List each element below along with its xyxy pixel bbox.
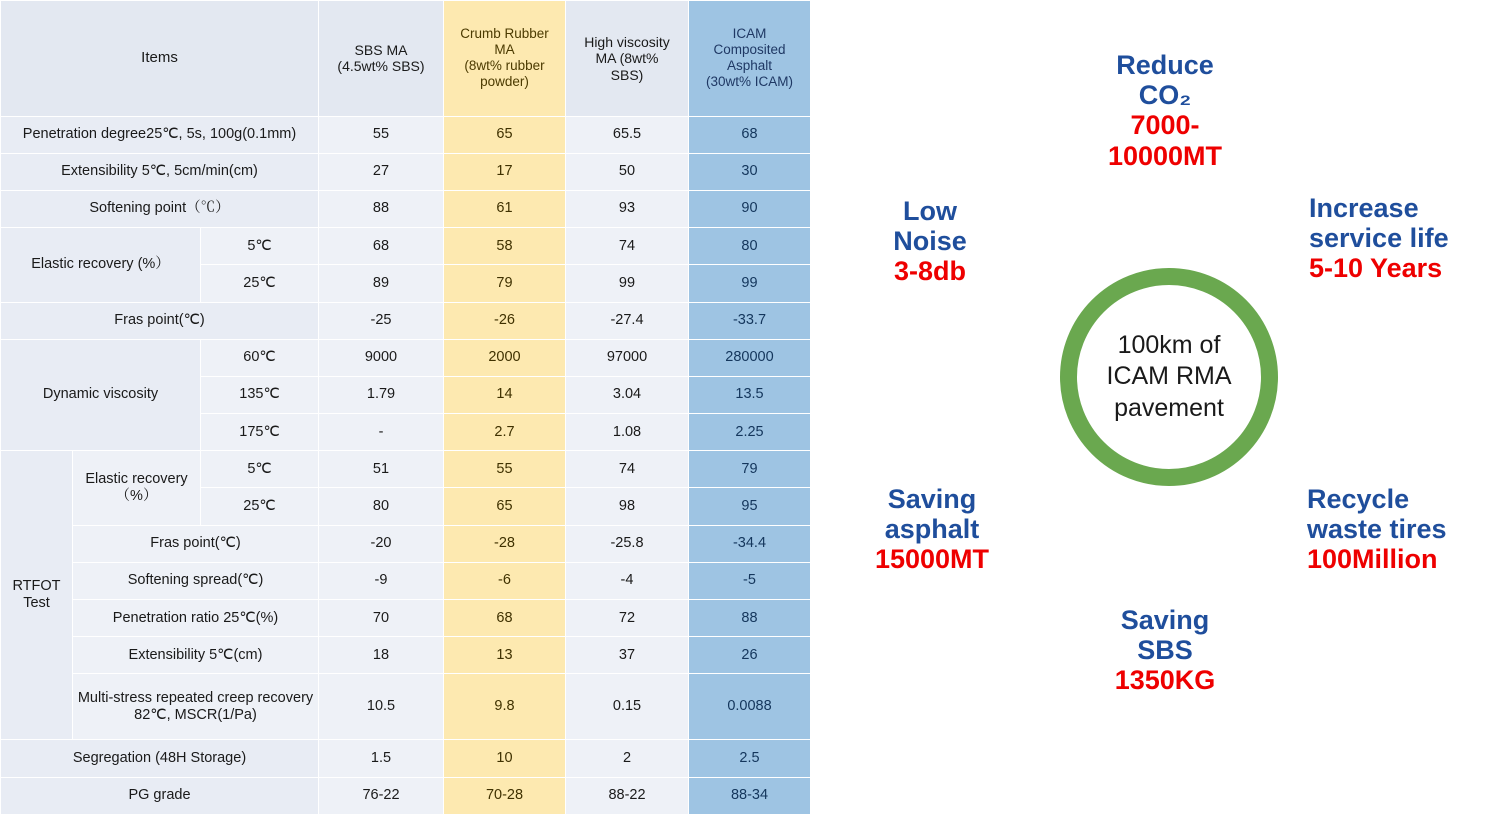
cell-crumb: 79 xyxy=(444,265,566,302)
cell-sbs: 76-22 xyxy=(319,777,444,814)
cell-sbs: - xyxy=(319,414,444,451)
cell-crumb: 68 xyxy=(444,600,566,637)
cell-hv: 74 xyxy=(566,228,689,265)
header-sbs-ma xyxy=(319,1,444,117)
cell-sbs: 88 xyxy=(319,190,444,227)
callout-title-line1: Saving xyxy=(1120,605,1210,635)
cell-icam: 79 xyxy=(689,451,811,488)
table-header-row xyxy=(1,1,811,117)
table-row xyxy=(1,116,811,153)
row-sub-label: 5℃ xyxy=(201,228,319,265)
callout-value-line1: 5-10 Years xyxy=(1309,253,1443,284)
cell-hv: 88-22 xyxy=(566,777,689,814)
table-row xyxy=(1,562,811,599)
header-hv-line2: MA (8wt% xyxy=(595,50,659,67)
header-icam-line4: (30wt% ICAM) xyxy=(705,74,793,90)
header-sbs-line1: SBS MA xyxy=(354,41,408,58)
cell-icam: 280000 xyxy=(689,339,811,376)
row-sub-label: 135℃ xyxy=(201,376,319,413)
cell-hv: 98 xyxy=(566,488,689,525)
row-label: Extensibility 5℃(cm) xyxy=(73,637,319,674)
header-icam-line2: Composited xyxy=(713,42,786,58)
table-row xyxy=(1,190,811,227)
callout-value-line2: 10000MT xyxy=(1107,140,1223,171)
row-label: Penetration ratio 25℃(%) xyxy=(73,600,319,637)
row-label: Extensibility 5℃, 5cm/min(cm) xyxy=(1,153,319,190)
header-icam-line3: Asphalt xyxy=(726,58,773,74)
row-sub-label: 25℃ xyxy=(201,265,319,302)
header-crumb-line2: MA xyxy=(494,42,515,58)
header-crumb-line3: (8wt% rubber xyxy=(464,58,545,74)
cell-sbs: 70 xyxy=(319,600,444,637)
cell-hv: 37 xyxy=(566,637,689,674)
cell-hv: 93 xyxy=(566,190,689,227)
cell-sbs: 10.5 xyxy=(319,674,444,740)
callout-reduce-co2 xyxy=(1070,50,1260,171)
callout-title-line2: waste tires xyxy=(1307,514,1447,545)
cell-crumb: 17 xyxy=(444,153,566,190)
cell-hv: 65.5 xyxy=(566,116,689,153)
callout-low-noise xyxy=(850,196,1010,287)
header-icam-composited-asphalt xyxy=(689,1,811,117)
callout-recycle-waste-tires xyxy=(1307,484,1507,575)
row-sub-label: 60℃ xyxy=(201,339,319,376)
cell-icam: 26 xyxy=(689,637,811,674)
cell-sbs: 68 xyxy=(319,228,444,265)
cell-sbs: -25 xyxy=(319,302,444,339)
callout-title-line1: Low xyxy=(903,196,957,226)
cell-hv: 74 xyxy=(566,451,689,488)
cell-crumb: 9.8 xyxy=(444,674,566,740)
cell-icam: 95 xyxy=(689,488,811,525)
benefits-diagram xyxy=(812,0,1509,817)
callout-title-line2: service life xyxy=(1309,223,1449,254)
header-crumb-line1: Crumb Rubber xyxy=(460,26,549,42)
header-hv-line1: High viscosity xyxy=(584,33,670,50)
cell-icam: 99 xyxy=(689,265,811,302)
row-group-label: Dynamic viscosity xyxy=(1,339,201,451)
table-row xyxy=(1,153,811,190)
cell-crumb: -26 xyxy=(444,302,566,339)
cell-icam: -33.7 xyxy=(689,302,811,339)
cell-sbs: 1.79 xyxy=(319,376,444,413)
cell-crumb: 58 xyxy=(444,228,566,265)
callout-title-line2: CO₂ xyxy=(1138,80,1192,111)
table-row xyxy=(1,302,811,339)
cell-sbs: 80 xyxy=(319,488,444,525)
cell-crumb: 2.7 xyxy=(444,414,566,451)
cell-crumb: 65 xyxy=(444,116,566,153)
callout-increase-service-life xyxy=(1309,193,1509,284)
center-circle-text xyxy=(1095,330,1244,425)
cell-crumb: 14 xyxy=(444,376,566,413)
cell-crumb: 10 xyxy=(444,740,566,777)
callout-saving-sbs xyxy=(1070,605,1260,696)
cell-hv: 97000 xyxy=(566,339,689,376)
cell-icam: 13.5 xyxy=(689,376,811,413)
cell-crumb: 70-28 xyxy=(444,777,566,814)
cell-hv: -4 xyxy=(566,562,689,599)
table-row xyxy=(1,600,811,637)
cell-sbs: 27 xyxy=(319,153,444,190)
callout-title-line1: Increase xyxy=(1309,193,1419,223)
table-row xyxy=(1,740,811,777)
circle-line-2: ICAM RMA xyxy=(1106,362,1232,391)
row-label: Softening point（℃） xyxy=(1,190,319,227)
cell-sbs: 18 xyxy=(319,637,444,674)
cell-hv: 0.15 xyxy=(566,674,689,740)
cell-sbs: 9000 xyxy=(319,339,444,376)
callout-title-line2: asphalt xyxy=(884,514,980,545)
row-group-label-rtfot: RTFOT Test xyxy=(1,451,73,740)
cell-sbs: -20 xyxy=(319,525,444,562)
table-row xyxy=(1,339,811,376)
cell-crumb: 65 xyxy=(444,488,566,525)
cell-crumb: 61 xyxy=(444,190,566,227)
cell-icam: -34.4 xyxy=(689,525,811,562)
cell-hv: -27.4 xyxy=(566,302,689,339)
row-label: Softening spread(℃) xyxy=(73,562,319,599)
header-high-viscosity-ma xyxy=(566,1,689,117)
cell-hv: 2 xyxy=(566,740,689,777)
callout-value-line1: 100Million xyxy=(1307,544,1438,575)
cell-icam: 80 xyxy=(689,228,811,265)
cell-icam: 2.5 xyxy=(689,740,811,777)
cell-sbs: 1.5 xyxy=(319,740,444,777)
table-row xyxy=(1,777,811,814)
table-row xyxy=(1,525,811,562)
row-subgroup-text: Elastic recovery（%） xyxy=(85,470,188,504)
cell-crumb: 55 xyxy=(444,451,566,488)
row-group-label: Elastic recovery (%） xyxy=(1,228,201,302)
cell-sbs: -9 xyxy=(319,562,444,599)
callout-value-line1: 7000- xyxy=(1130,110,1200,141)
row-label: PG grade xyxy=(1,777,319,814)
cell-hv: -25.8 xyxy=(566,525,689,562)
table-row xyxy=(1,674,811,740)
cell-hv: 99 xyxy=(566,265,689,302)
header-icam-line1: ICAM xyxy=(732,26,767,42)
row-subgroup-label xyxy=(73,451,201,525)
cell-sbs: 51 xyxy=(319,451,444,488)
callout-title-line2: Noise xyxy=(893,226,967,257)
header-sbs-line2: (4.5wt% SBS) xyxy=(337,58,425,75)
header-crumb-line4: powder) xyxy=(480,74,529,90)
cell-crumb: 2000 xyxy=(444,339,566,376)
callout-saving-asphalt xyxy=(837,484,1027,575)
circle-line-1: 100km of xyxy=(1117,330,1221,359)
cell-hv: 72 xyxy=(566,600,689,637)
cell-crumb: 13 xyxy=(444,637,566,674)
row-label: Fras point(℃) xyxy=(73,525,319,562)
row-label: Penetration degree25℃, 5s, 100g(0.1mm) xyxy=(1,116,319,153)
callout-title-line2: SBS xyxy=(1137,635,1193,666)
cell-sbs: 55 xyxy=(319,116,444,153)
cell-icam: 88-34 xyxy=(689,777,811,814)
callout-title-line1: Recycle xyxy=(1307,484,1410,514)
cell-icam: 0.0088 xyxy=(689,674,811,740)
cell-icam: 30 xyxy=(689,153,811,190)
cell-hv: 50 xyxy=(566,153,689,190)
circle-line-3: pavement xyxy=(1114,393,1224,422)
callout-value-line1: 15000MT xyxy=(874,544,990,575)
header-hv-line3: SBS) xyxy=(610,66,644,83)
row-label: Segregation (48H Storage) xyxy=(1,740,319,777)
cell-crumb: -28 xyxy=(444,525,566,562)
table-row xyxy=(1,637,811,674)
cell-icam: 2.25 xyxy=(689,414,811,451)
row-sub-label: 5℃ xyxy=(201,451,319,488)
cell-icam: 90 xyxy=(689,190,811,227)
header-crumb-rubber-ma xyxy=(444,1,566,117)
table-row xyxy=(1,451,811,488)
table-row xyxy=(1,228,811,265)
cell-icam: 68 xyxy=(689,116,811,153)
row-sub-label: 25℃ xyxy=(201,488,319,525)
row-label: Fras point(℃) xyxy=(1,302,319,339)
row-sub-label: 175℃ xyxy=(201,414,319,451)
cell-hv: 1.08 xyxy=(566,414,689,451)
cell-crumb: -6 xyxy=(444,562,566,599)
callout-title-line1: Reduce xyxy=(1116,50,1214,80)
callout-value-line1: 1350KG xyxy=(1114,665,1216,696)
cell-hv: 3.04 xyxy=(566,376,689,413)
cell-icam: -5 xyxy=(689,562,811,599)
callout-value-line1: 3-8db xyxy=(893,256,966,287)
cell-icam: 88 xyxy=(689,600,811,637)
cell-sbs: 89 xyxy=(319,265,444,302)
header-items: Items xyxy=(1,1,319,117)
center-circle xyxy=(1060,268,1278,486)
row-label: Multi-stress repeated creep recovery 82℃, MSCR(1/Pa) xyxy=(73,674,319,740)
callout-title-line1: Saving xyxy=(887,484,977,514)
